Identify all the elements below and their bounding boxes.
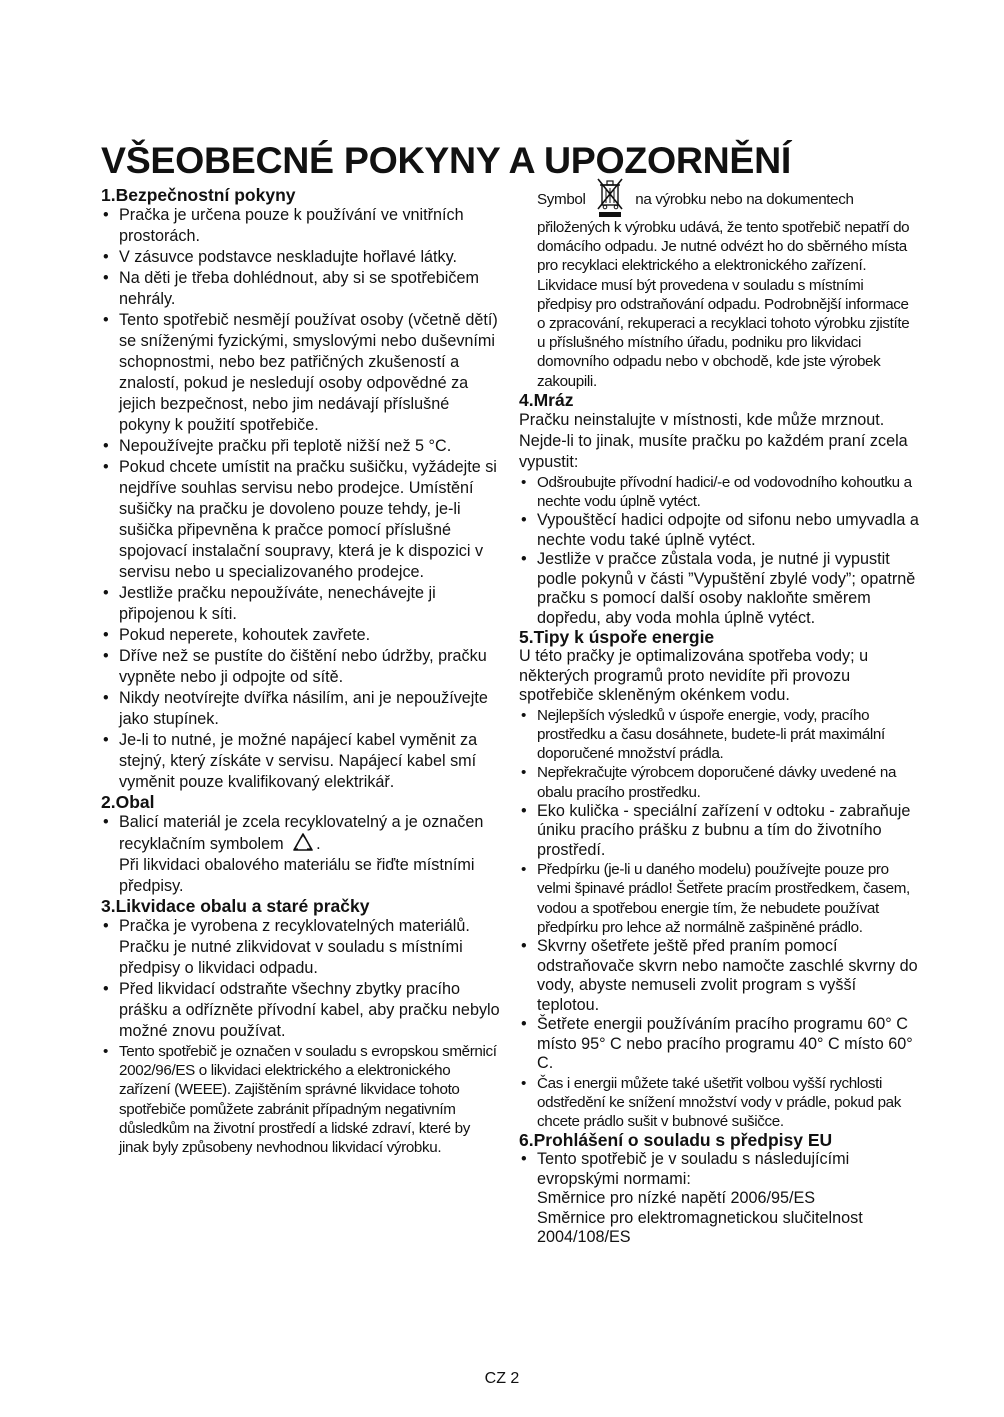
list-item: • Nikdy neotvírejte dvířka násilím, ani je nepoužívejte jako stupínek. [101,688,501,730]
right-column [519,186,919,1248]
list-item [101,812,501,897]
packaging-text-end: . [316,835,321,853]
section-heading-packaging: 2.Obal [101,792,155,812]
section-heading-eu-compliance: 6.Prohlášení o souladu s předpisy EU [519,1130,833,1151]
list-item: • Dříve než se pustíte do čištění nebo údržby, pračku vypněte nebo ji odpojte od sítě. [101,646,501,688]
list-item: • Nepoužívejte pračku při teplotě nižší než 5 °C. [101,436,501,457]
frost-list [519,473,919,628]
list-item: • Jestliže pračku nepoužíváte, nenechávejte ji připojenou k síti. [101,583,501,625]
list-item: • Eko kulička - speciální zařízení v odtoku - zabraňuje úniku pracího prášku z bubnu a tím do životního prostředí. [519,802,919,861]
list-item: • Šetřete energii používáním pracího programu 60° C místo 95° C nebo pracího programu 40° C místo 60° C. [519,1015,919,1074]
safety-list [101,205,501,793]
section-heading-safety: 1.Bezpečnostní pokyny [101,185,296,205]
section-heading-energy: 5.Tipy k úspoře energie [519,627,715,648]
eu-directive-low-voltage: Směrnice pro nízké napětí 2006/95/ES [537,1189,816,1208]
frost-intro: Pračku neinstalujte v místnosti, kde může mrznout. Nejde-li to jinak, musíte pračku po každém praní zcela vypustit: [519,410,908,471]
list-item: • Pračka je určena pouze k používání ve vnitřních prostorách. [101,205,501,247]
left-column [101,186,501,1157]
weee-symbol-paragraph [519,176,919,391]
page-title: VŠEOBECNÉ POKYNY A UPOZORNĚNÍ [101,139,792,181]
list-item: • Odšroubujte přívodní hadici/-e od vodovodního kohoutku a nechte vodu úplně vytéct. [519,473,919,511]
eu-list [519,1150,919,1248]
list-item: • Tento spotřebič nesmějí používat osoby (včetně dětí) se sníženými fyzickými, smyslovými nebo duševními schopnostmi, nebo bez patřičných zkušeností a znalostí, pokud je nesledují osoby odpovědné za jejich bezpečnost, nebo jim nedávají příslušné pokyny k použití spotřebiče. [101,310,501,436]
crossed-bin-icon [593,176,627,218]
packaging-text: Balicí materiál je zcela recyklovatelný a je označen recyklačním symbolem [119,813,484,853]
list-item: • Nepřekračujte výrobcem doporučené dávky uvedené na obalu pracího prostředku. [519,763,919,801]
list-item [519,1150,919,1248]
page-number: CZ 2 [484,1370,520,1387]
energy-list [519,706,919,1131]
list-item: • Skvrny ošetřete ještě před praním pomocí odstraňovače skvrn nebo namočte zaschlé skvrny do vody, abyste nemuseli zvolit program s vyšší teplotou. [519,937,919,1015]
eu-text: Tento spotřebič je v souladu s následujícími evropskými normami: [537,1150,850,1188]
list-item: • Předpírku (je-li u daného modelu) používejte pouze pro velmi špinavé prádlo! Šetřete pracím prostředkem, časem, vodou a spotřebou energie tím, že nebudete používat předpírku pro lehce až normálně zašpiněné prádlo. [519,860,919,937]
list-item: • Pokud neperete, kohoutek zavřete. [101,625,501,646]
list-item: • V zásuvce podstavce neskladujte hořlavé látky. [101,247,501,268]
list-item: • Pokud chcete umístit na pračku sušičku, vyžádejte si nejdříve souhlas servisu nebo prodejce. Umístění sušičky na pračku je dovoleno pouze tehdy, je-li sušička připevněna k pračce pomocí příslušné spojovací instalační soupravy, která je k dispozici v servisu nebo u specializovaného prodejce. [101,457,501,583]
eu-directive-emc: Směrnice pro elektromagnetickou slučitelnost 2004/108/ES [537,1208,863,1247]
list-item: • Čas i energii můžete také ušetřit volbou vyšší rychlosti odstředění ke snížení množství vody v prádle, pokud pak chcete prádlo sušit v bubnové sušičce. [519,1074,919,1132]
list-item: • Jestliže v pračce zůstala voda, je nutné ji vypustit podle pokynů v části ”Vypuštění zbylé vody”; opatrně pračku s pomocí další osoby nakloňte směrem dopředu, aby voda mohla úplně vytéct. [519,550,919,628]
list-item: • Na děti je třeba dohlédnout, aby si se spotřebičem nehrály. [101,268,501,310]
packaging-list [101,812,501,897]
disposal-list [101,916,501,1042]
section-heading-frost: 4.Mráz [519,389,574,410]
symbol-label: Symbol [537,191,586,208]
list-item: • Před likvidací odstraňte všechny zbytky pracího prášku a odřízněte přívodní kabel, aby pračku nebylo možné znovu používat. [101,979,501,1042]
recycle-icon [292,833,314,852]
list-item: • Pračka je vyrobena z recyklovatelných materiálů. Pračku je nutné zlikvidovat v souladu s místními předpisy o likvidaci odpadu. [101,916,501,979]
disposal-weee-list [101,1042,501,1157]
list-item: • Nejlepších výsledků v úspoře energie, vody, pracího prostředku a času dosáhnete, budete-li prát maximální doporučené množství prádla. [519,706,919,764]
energy-intro: U této pračky je optimalizována spotřeba vody; u některých programů proto nevidíte při provozu spotřebiče skleněným okénkem vodu. [519,647,869,705]
section-heading-disposal: 3.Likvidace obalu a staré pračky [101,896,370,916]
list-item: • Tento spotřebič je označen v souladu s evropskou směrnicí 2002/96/ES o likvidaci elektrického a elektronického zařízení (WEEE). Zajištěním správné likvidace tohoto spotřebiče pomůžete zabránit případným negativním důsledkům na životní prostředí a lidské zdraví, které by jinak byly způsobeny nevhodnou likvidací výrobku. [101,1042,501,1157]
list-item: • Vypouštěcí hadici odpojte od sifonu nebo umyvadla a nechte vodu také úplně vytéct. [519,511,919,550]
list-item: • Je-li to nutné, je možné napájecí kabel vyměnit za stejný, který získáte v servisu. Napájecí kabel smí vyměnit pouze kvalifikovaný elektrikář. [101,730,501,793]
packaging-text-rest: Při likvidaci obalového materiálu se řiďte místními předpisy. [119,856,475,895]
symbol-text: na výrobku nebo na dokumentech přiložených k výrobku udává, že tento spotřebič nepatří do domácího odpadu. Je nutné odvézt ho do sběrného místa pro recyklaci elektrického a elektronického zařízení. Likvidace musí být provedena v souladu s místními předpisy pro odstraňování odpadu. Podrobnější informace o zpracování, rekuperaci a recyklaci tohoto výrobku zjistíte u příslušného místního úřadu, podniku pro likvidaci domovního odpadu nebo v obchodě, kde jste výrobek zakoupili. [537,191,910,390]
